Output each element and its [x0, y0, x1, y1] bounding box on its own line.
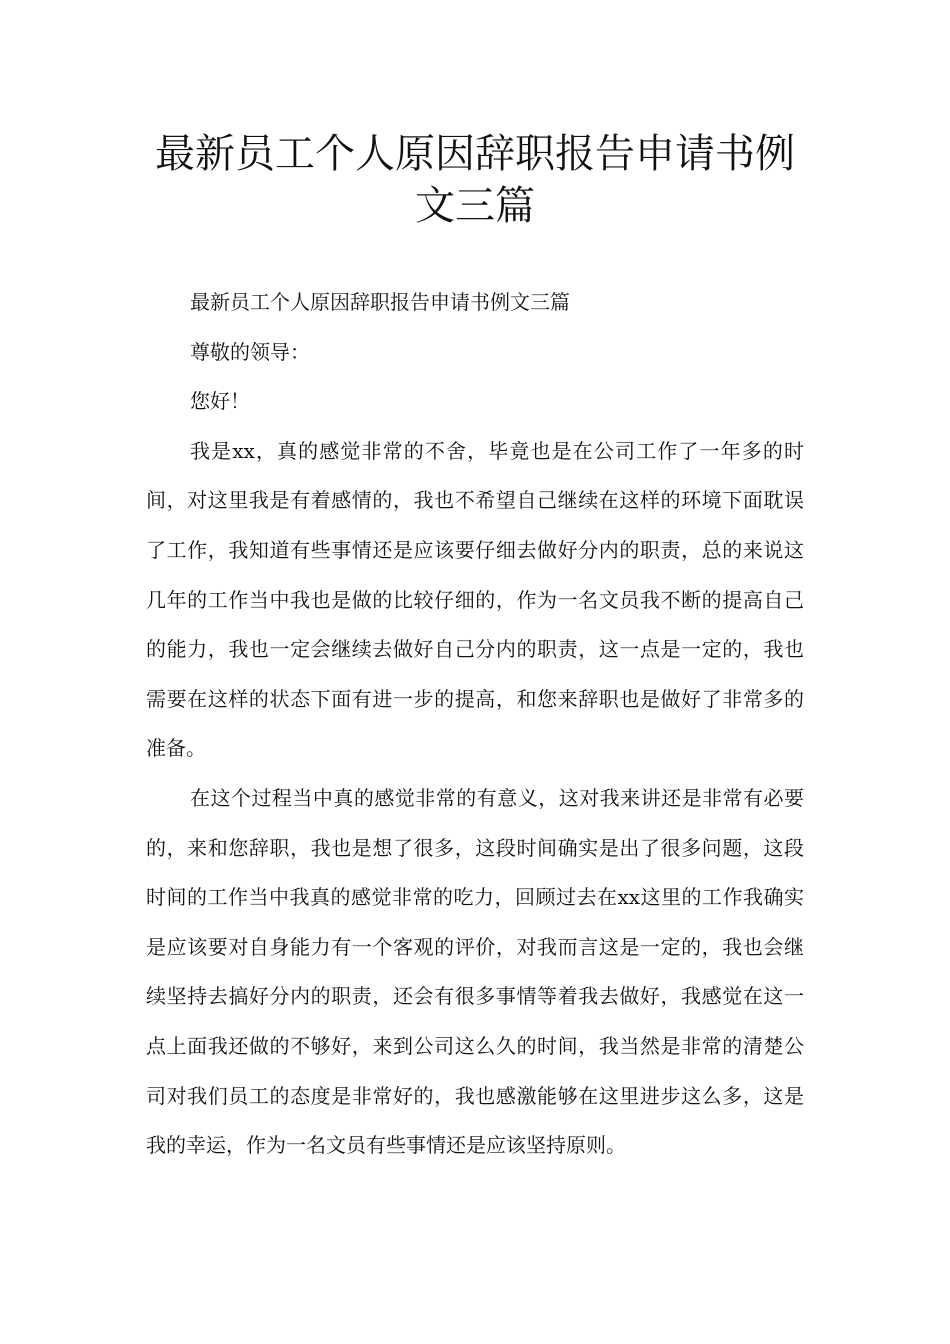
paragraph-body-2: 在这个过程当中真的感觉非常的有意义，这对我来讲还是非常有必要的，来和您辞职，我也是想了很多，这段时间确实是出了很多问题，这段时间的工作当中我真的感觉非常的吃力，回顾过去在xx这里的工作我确实是应该要对自身能力有一个客观的评价，对我而言这是一定的，我也会继续坚持去搞好分内的职责，还会有很多事情等着我去做好，我感觉在这一点上面我还做的不够好，来到公司这么久的时间，我当然是非常的清楚公司对我们员工的态度是非常好的，我也感激能够在这里进步这么多，这是我的幸运，作为一名文员有些事情还是应该坚持原则。 [146, 785, 804, 1158]
document-title: 最新员工个人原因辞职报告申请书例文三篇 [155, 131, 795, 229]
paragraph-salutation: 尊敬的领导： [190, 339, 310, 364]
document-body [146, 278, 804, 1171]
paragraph-body-1: 我是xx，真的感觉非常的不舍，毕竟也是在公司工作了一年多的时间，对这里我是有着感情的，我也不希望自己继续在这样的环境下面耽误了工作，我知道有些事情还是应该要仔细去做好分内的职责，总的来说这几年的工作当中我也是做的比较仔细的，作为一名文员我不断的提高自己的能力，我也一定会继续去做好自己分内的职责，这一点是一定的，我也需要在这样的状态下面有进一步的提高，和您来辞职也是做好了非常多的准备。 [146, 438, 804, 761]
paragraph-greeting: 您好！ [190, 389, 250, 414]
paragraph-heading: 最新员工个人原因辞职报告申请书例文三篇 [190, 290, 570, 314]
